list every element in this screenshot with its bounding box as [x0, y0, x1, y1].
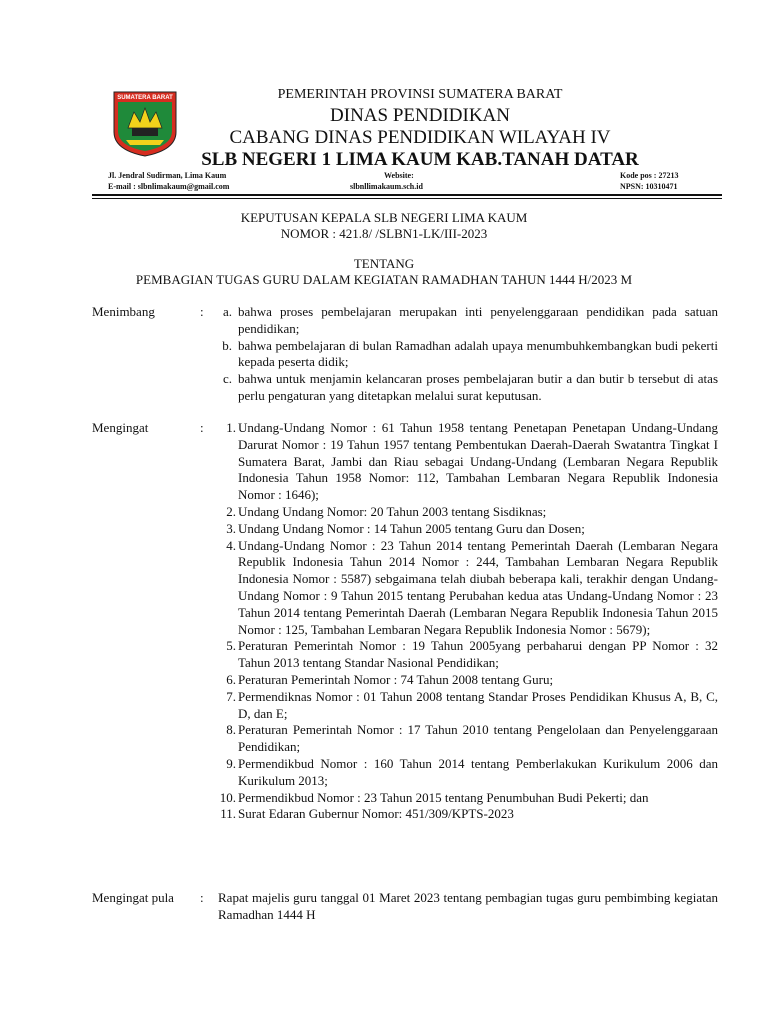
- npsn: NPSN: 10310471: [620, 182, 678, 191]
- tentang-heading: TENTANG: [353, 256, 415, 271]
- letterhead-school: SLB NEGERI 1 LIMA KAUM KAB.TANAH DATAR: [201, 149, 639, 170]
- list-item: 7. Permendiknas Nomor : 01 Tahun 2008 tentang Standar Proses Pendidikan Khusus A, B, C, D, dan E;: [226, 688, 718, 721]
- list-item: c. bahwa untuk menjamin kelancaran proses pembelajaran butir a dan butir b tersebut di atas perlu pengaturan yang ditetapkan melalui surat keputusan.: [222, 371, 718, 403]
- decree-number: NOMOR : 421.8/ /SLBN1-LK/III-2023: [280, 226, 488, 241]
- list-item: 3. Undang Undang Nomor : 14 Tahun 2005 tentang Guru dan Dosen;: [226, 520, 585, 536]
- letterhead-branch: CABANG DINAS PENDIDIKAN WILAYAH IV: [229, 127, 611, 148]
- email: E-mail : slbnlimakaum@gmail.com: [108, 182, 230, 191]
- mengingat-colon: :: [200, 420, 204, 435]
- website-label: Website:: [384, 171, 414, 180]
- decree-subject: PEMBAGIAN TUGAS GURU DALAM KEGIATAN RAMADHAN TAHUN 1444 H/2023 M: [135, 272, 633, 287]
- mengingat-pula-colon: :: [200, 890, 204, 905]
- mengingat-pula-label: Mengingat pula: [92, 890, 174, 905]
- website: slbnllimakaum.sch.id: [350, 182, 423, 191]
- letterhead-government: PEMERINTAH PROVINSI SUMATERA BARAT: [277, 87, 563, 102]
- postal-code: Kode pos : 27213: [620, 171, 679, 180]
- list-item: a. bahwa proses pembelajaran merupakan inti penyelenggaraan pendidikan pada satuan pendidikan;: [222, 304, 718, 336]
- mengingat-pula-text: Rapat majelis guru tanggal 01 Maret 2023 tentang pembagian tugas guru pembimbing kegiatan Ramadhan 1444 H: [218, 890, 718, 922]
- letterhead-agency: DINAS PENDIDIKAN: [330, 105, 510, 126]
- address: Jl. Jendral Sudirman, Lima Kaum: [108, 171, 227, 180]
- menimbang-list: [218, 304, 718, 405]
- list-item: 1. Undang-Undang Nomor : 61 Tahun 1958 tentang Penetapan Penetapan Undang-Undang Darurat Nomor : 19 Tahun 1957 tentang Pembentukan Daerah-Daerah Swatantra Tingkat I Sumatera Barat, Jambi dan Riau sebagai Undang-Undang (Lembaran Negara Republik Indonesia Tahun 1958 Nomor: 112, Tambahan Lembaran Negara Republik Indonesia Nomor : 1646);: [226, 420, 718, 503]
- list-item: 5. Peraturan Pemerintah Nomor : 19 Tahun 2005yang perbaharui dengan PP Nomor : 32 Tahun 2013 tentang Standar Nasional Pendidikan;: [226, 638, 718, 671]
- mengingat-list: [218, 420, 718, 823]
- logo-label: SUMATERA BARAT: [117, 95, 173, 101]
- list-item: 4. Undang-Undang Nomor : 23 Tahun 2014 tentang Pemerintah Daerah (Lembaran Negara Republik Indonesia Tahun 2014 Nomor : 244, Tambahan Lembaran Negara Republik Indonesia Nomor : 5587) sebgaimana telah diubah beberapa kali, terakhir dengan Undang-Undang Nomor : 9 Tahun 2015 tentang Perubahan kedua atas Undang-Undang Nomor : 23 Tahun 2014 tentang Pemerintah Daerah (Lembaran Negara Republik Indonesia Tahun 2015 Nomor : 125, Tambahan Lembaran Negara Republik Indonesia Nomor : 5679);: [226, 537, 718, 637]
- letterhead-divider-thin: [92, 198, 722, 199]
- list-item: 9. Permendikbud Nomor : 160 Tahun 2014 tentang Pemberlakukan Kurikulum 2006 dan Kurikulum 2013;: [226, 755, 718, 788]
- decree-title: KEPUTUSAN KEPALA SLB NEGERI LIMA KAUM: [240, 210, 528, 225]
- list-item: 6. Peraturan Pemerintah Nomor : 74 Tahun 2008 tentang Guru;: [226, 671, 554, 687]
- list-item: 8. Peraturan Pemerintah Nomor : 17 Tahun 2010 tentang Pengelolaan dan Penyelenggaraan Pendidikan;: [226, 722, 718, 755]
- menimbang-label: Menimbang: [92, 304, 155, 319]
- list-item: b. bahwa pembelajaran di bulan Ramadhan adalah upaya menumbuhkembangkan budi pekerti kepada peserta didik;: [222, 337, 718, 370]
- list-item: 11. Surat Edaran Gubernur Nomor: 451/309/KPTS-2023: [220, 806, 514, 822]
- letterhead-divider: [92, 194, 722, 196]
- menimbang-colon: :: [200, 304, 204, 319]
- list-item: 10. Permendikbud Nomor : 23 Tahun 2015 tentang Penumbuhan Budi Pekerti; dan: [219, 789, 649, 805]
- list-item: 2. Undang Undang Nomor: 20 Tahun 2003 tentang Sisdiknas;: [226, 503, 547, 519]
- mengingat-label: Mengingat: [92, 420, 149, 435]
